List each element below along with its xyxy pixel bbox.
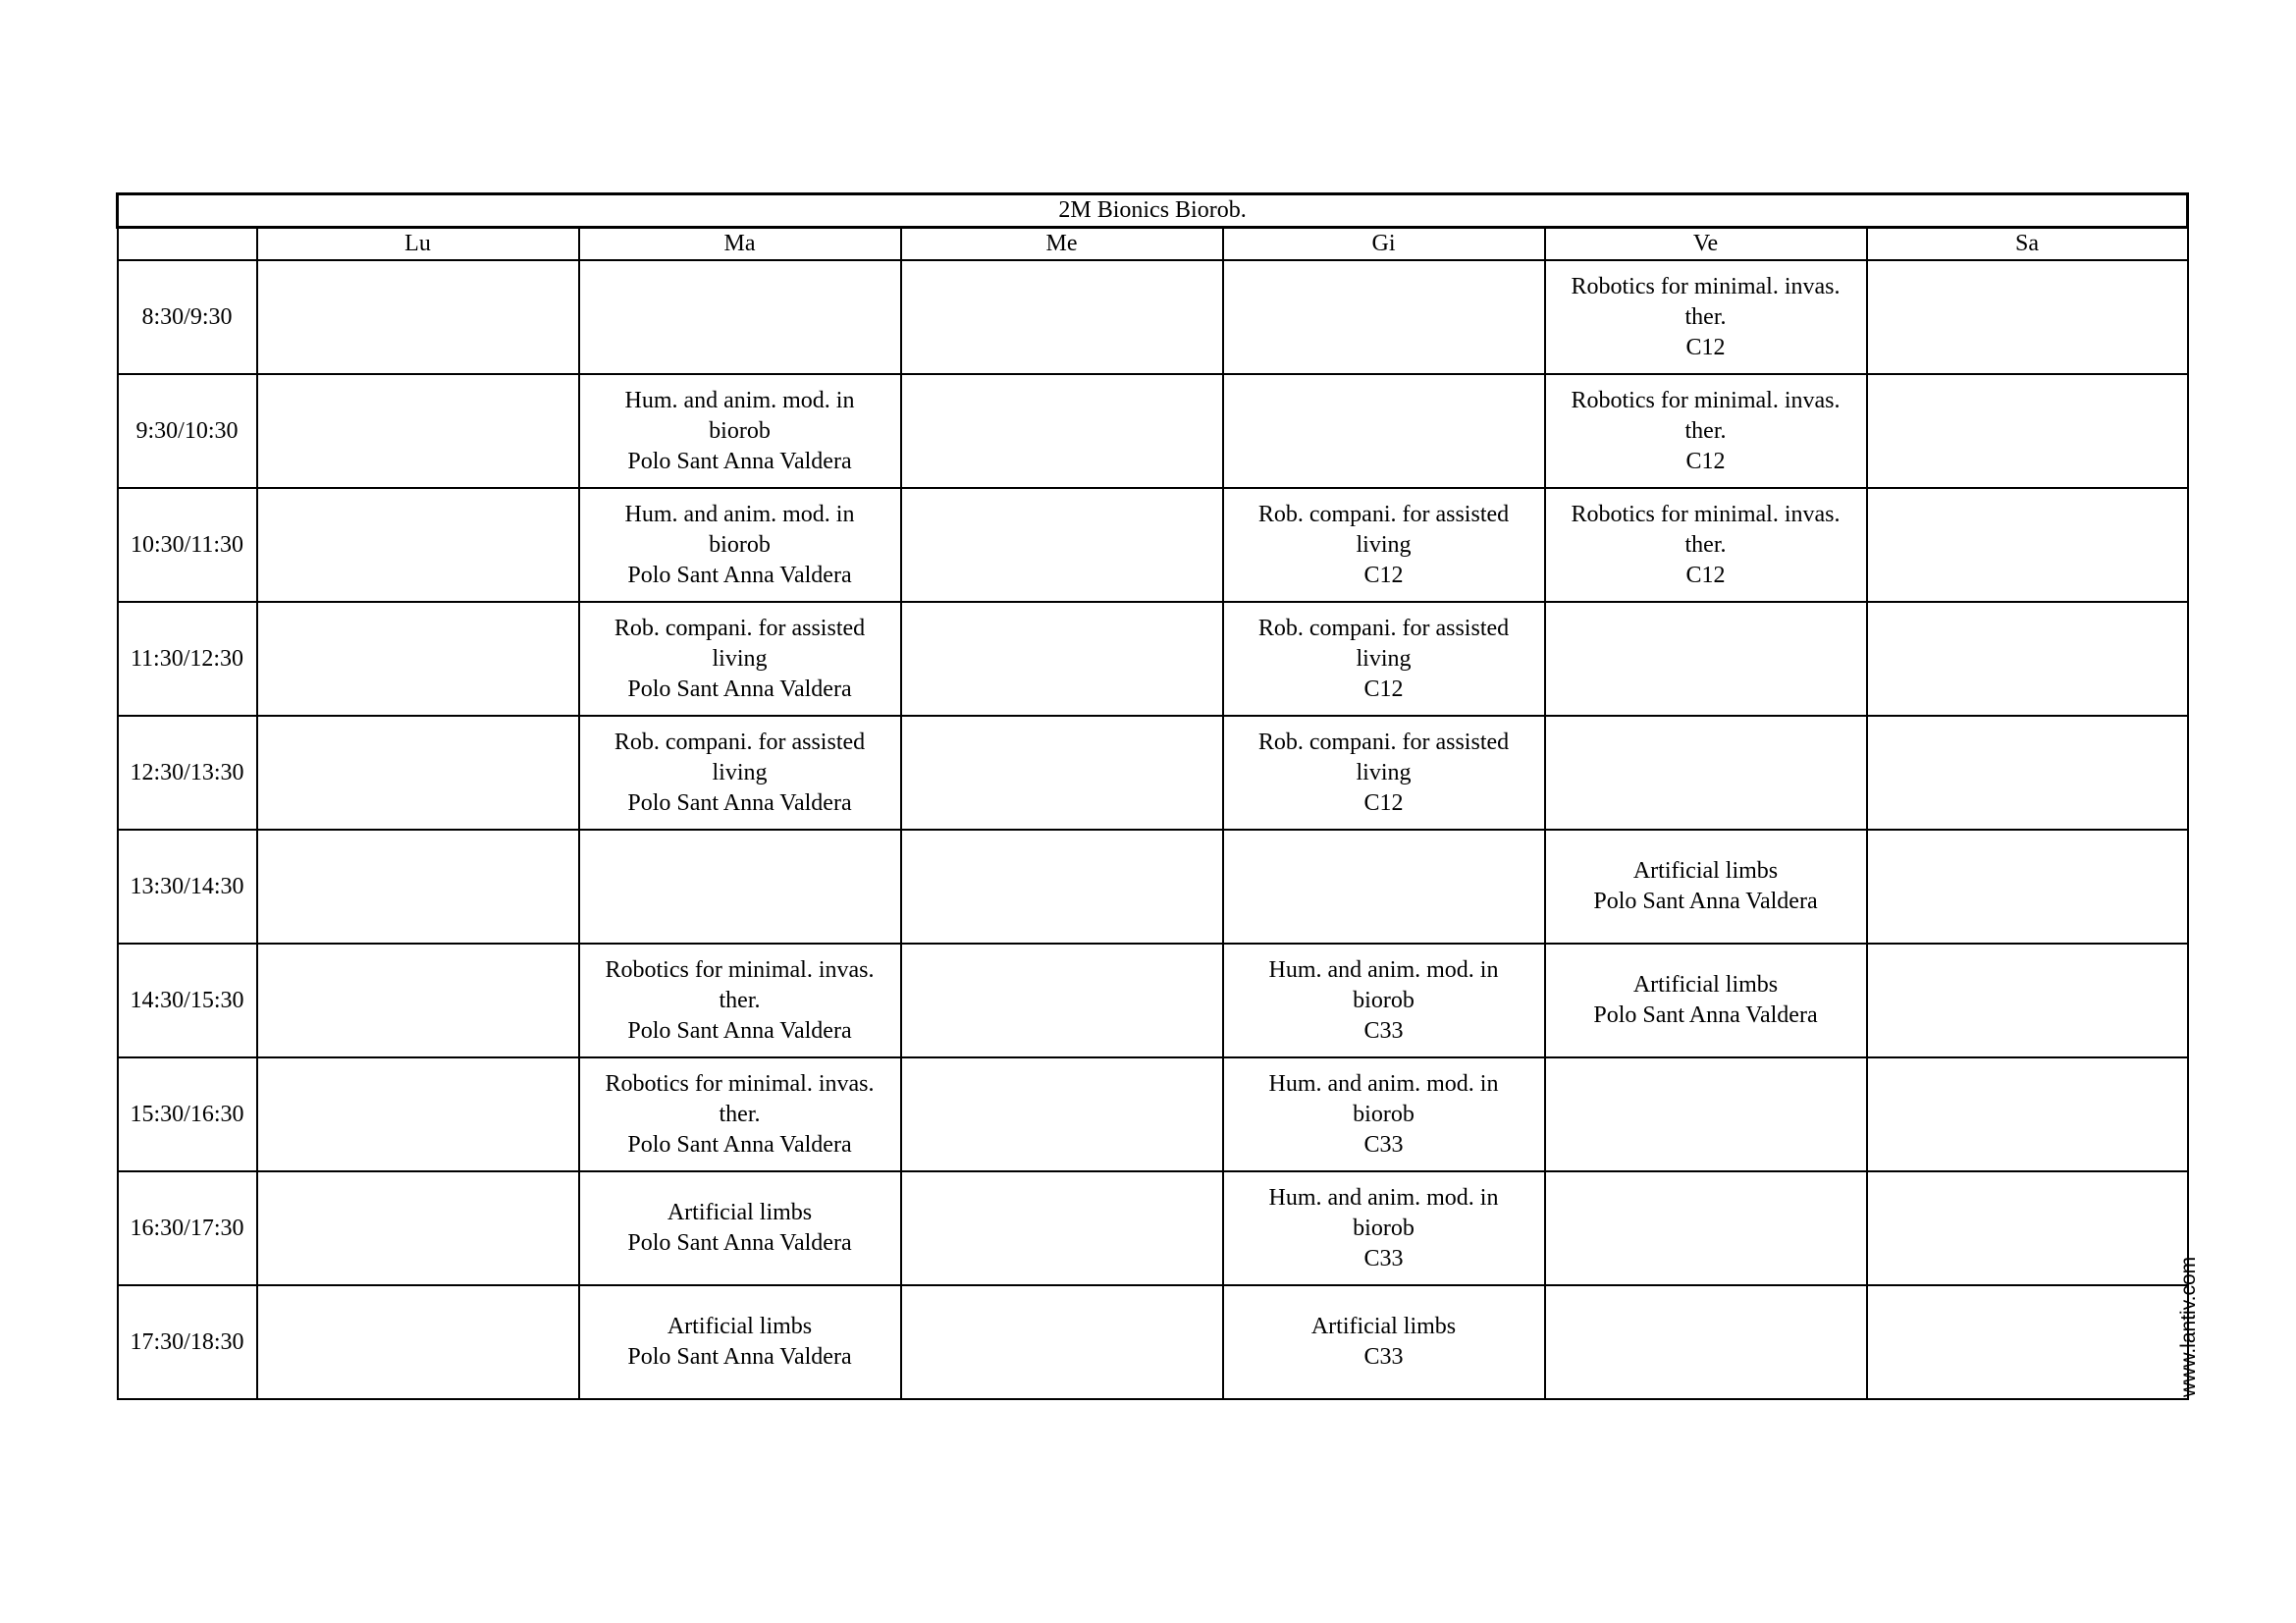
table-row [118, 716, 2188, 830]
course-line: C12 [1685, 562, 1726, 588]
course-line: living [1356, 645, 1412, 672]
course-line: Hum. and anim. mod. in [1268, 1184, 1499, 1211]
course-line: C33 [1363, 1017, 1404, 1044]
schedule-cell-ve [1545, 716, 1867, 830]
course-line: living [1356, 531, 1412, 558]
course-line: Polo Sant Anna Valdera [627, 676, 852, 702]
table-row [118, 602, 2188, 716]
schedule-cell-me [901, 260, 1223, 374]
schedule-cell-gi [1223, 260, 1545, 374]
course-line: biorob [1353, 1215, 1415, 1241]
schedule-cell-ma [579, 944, 901, 1057]
schedule-cell-gi [1223, 944, 1545, 1057]
course-line: ther. [719, 1101, 761, 1127]
course-line: Robotics for minimal. invas. [1571, 501, 1841, 527]
course-line: Artificial limbs [1632, 972, 1779, 998]
day-header-ve: Ve [1545, 228, 1867, 261]
schedule-cell-gi [1223, 602, 1545, 716]
schedule-cell-me [901, 1057, 1223, 1171]
schedule-cell-me [901, 374, 1223, 488]
time-slot-label: 12:30/13:30 [118, 716, 257, 830]
course-line: C12 [1685, 334, 1726, 360]
schedule-cell-ve [1545, 1171, 1867, 1285]
course-line: Artificial limbs [1310, 1314, 1457, 1339]
schedule-cell-gi [1223, 1171, 1545, 1285]
table-row [118, 1057, 2188, 1171]
schedule-cell-lu [257, 602, 579, 716]
course-line: Polo Sant Anna Valdera [627, 1230, 852, 1256]
course-line: living [712, 645, 768, 672]
course-line: Hum. and anim. mod. in [624, 501, 855, 527]
schedule-cell-ma [579, 602, 901, 716]
schedule-cell-ma [579, 1171, 901, 1285]
time-slot-label: 10:30/11:30 [118, 488, 257, 602]
schedule-cell-sa [1867, 830, 2188, 944]
schedule-cell-ve [1545, 944, 1867, 1057]
course-line: Hum. and anim. mod. in [1268, 1070, 1499, 1097]
schedule-cell-lu [257, 830, 579, 944]
timetable-title: 2M Bionics Biorob. [118, 194, 2188, 228]
course-line: ther. [1684, 303, 1727, 330]
time-slot-label: 9:30/10:30 [118, 374, 257, 488]
course-line: Polo Sant Anna Valdera [1593, 889, 1818, 914]
schedule-cell-lu [257, 716, 579, 830]
schedule-cell-sa [1867, 488, 2188, 602]
course-line: biorob [1353, 1101, 1415, 1127]
course-line: Rob. compani. for assisted [614, 729, 866, 755]
course-line: C33 [1363, 1245, 1404, 1271]
schedule-cell-gi [1223, 1057, 1545, 1171]
schedule-cell-sa [1867, 374, 2188, 488]
schedule-cell-lu [257, 488, 579, 602]
table-row [118, 1285, 2188, 1399]
table-row [118, 944, 2188, 1057]
course-line: Polo Sant Anna Valdera [627, 789, 852, 816]
schedule-cell-me [901, 488, 1223, 602]
schedule-cell-lu [257, 1171, 579, 1285]
schedule-cell-ve [1545, 1285, 1867, 1399]
course-line: Hum. and anim. mod. in [1268, 956, 1499, 983]
schedule-cell-ma [579, 488, 901, 602]
time-slot-label: 16:30/17:30 [118, 1171, 257, 1285]
schedule-cell-me [901, 1171, 1223, 1285]
schedule-cell-ma [579, 830, 901, 944]
course-line: Rob. compani. for assisted [1257, 501, 1510, 527]
schedule-cell-sa [1867, 1285, 2188, 1399]
schedule-cell-gi [1223, 716, 1545, 830]
table-row [118, 374, 2188, 488]
day-header-sa: Sa [1867, 228, 2188, 261]
time-slot-label: 11:30/12:30 [118, 602, 257, 716]
schedule-cell-ve [1545, 488, 1867, 602]
course-line: C12 [1363, 676, 1404, 702]
course-line: ther. [1684, 417, 1727, 444]
course-line: biorob [709, 531, 771, 558]
timetable [116, 192, 2189, 1400]
schedule-cell-me [901, 1285, 1223, 1399]
schedule-cell-ma [579, 374, 901, 488]
course-line: C33 [1363, 1344, 1404, 1370]
schedule-cell-sa [1867, 1057, 2188, 1171]
day-header-gi: Gi [1223, 228, 1545, 261]
schedule-cell-gi [1223, 1285, 1545, 1399]
course-line: Rob. compani. for assisted [1257, 615, 1510, 641]
schedule-cell-ve [1545, 1057, 1867, 1171]
schedule-cell-lu [257, 1285, 579, 1399]
course-line: Rob. compani. for assisted [1257, 729, 1510, 755]
course-line: Polo Sant Anna Valdera [627, 562, 852, 588]
course-line: ther. [719, 987, 761, 1013]
course-line: Polo Sant Anna Valdera [627, 1017, 852, 1044]
table-row [118, 260, 2188, 374]
course-line: Robotics for minimal. invas. [605, 1070, 875, 1097]
course-line: ther. [1684, 531, 1727, 558]
table-row [118, 830, 2188, 944]
course-line: Polo Sant Anna Valdera [627, 1344, 852, 1370]
schedule-cell-me [901, 944, 1223, 1057]
schedule-cell-sa [1867, 716, 2188, 830]
course-line: Artificial limbs [667, 1200, 813, 1225]
course-line: biorob [1353, 987, 1415, 1013]
schedule-cell-lu [257, 944, 579, 1057]
course-line: C12 [1363, 789, 1404, 816]
schedule-cell-ve [1545, 374, 1867, 488]
schedule-cell-ma [579, 260, 901, 374]
course-line: living [712, 759, 768, 785]
course-line: C12 [1363, 562, 1404, 588]
schedule-cell-gi [1223, 488, 1545, 602]
time-slot-label: 17:30/18:30 [118, 1285, 257, 1399]
schedule-cell-ve [1545, 830, 1867, 944]
schedule-cell-ma [579, 716, 901, 830]
course-line: Polo Sant Anna Valdera [1593, 1002, 1818, 1028]
schedule-cell-me [901, 830, 1223, 944]
schedule-cell-gi [1223, 830, 1545, 944]
course-line: Polo Sant Anna Valdera [627, 448, 852, 474]
day-header-ma: Ma [579, 228, 901, 261]
schedule-cell-lu [257, 260, 579, 374]
schedule-cell-ma [579, 1057, 901, 1171]
schedule-cell-ve [1545, 260, 1867, 374]
course-line: Robotics for minimal. invas. [605, 956, 875, 983]
course-line: Polo Sant Anna Valdera [627, 1131, 852, 1158]
day-header-lu: Lu [257, 228, 579, 261]
schedule-cell-gi [1223, 374, 1545, 488]
schedule-cell-ma [579, 1285, 901, 1399]
course-line: C12 [1685, 448, 1726, 474]
schedule-cell-lu [257, 374, 579, 488]
time-slot-label: 14:30/15:30 [118, 944, 257, 1057]
schedule-cell-sa [1867, 1171, 2188, 1285]
schedule-cell-sa [1867, 260, 2188, 374]
course-line: Robotics for minimal. invas. [1571, 273, 1841, 299]
schedule-cell-lu [257, 1057, 579, 1171]
course-line: Robotics for minimal. invas. [1571, 387, 1841, 413]
course-line: C33 [1363, 1131, 1404, 1158]
corner-cell [118, 228, 257, 261]
table-row [118, 1171, 2188, 1285]
course-line: biorob [709, 417, 771, 444]
course-line: Artificial limbs [667, 1314, 813, 1339]
time-slot-label: 13:30/14:30 [118, 830, 257, 944]
course-line: Rob. compani. for assisted [614, 615, 866, 641]
time-slot-label: 8:30/9:30 [118, 260, 257, 374]
time-slot-label: 15:30/16:30 [118, 1057, 257, 1171]
course-line: living [1356, 759, 1412, 785]
schedule-cell-me [901, 716, 1223, 830]
schedule-cell-me [901, 602, 1223, 716]
day-header-me: Me [901, 228, 1223, 261]
course-line: Hum. and anim. mod. in [624, 387, 855, 413]
table-row [118, 488, 2188, 602]
schedule-cell-sa [1867, 602, 2188, 716]
schedule-cell-ve [1545, 602, 1867, 716]
course-line: Artificial limbs [1632, 858, 1779, 884]
schedule-cell-sa [1867, 944, 2188, 1057]
